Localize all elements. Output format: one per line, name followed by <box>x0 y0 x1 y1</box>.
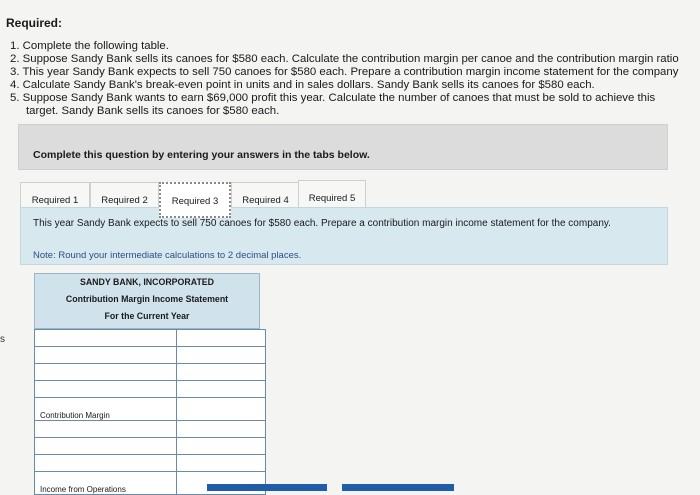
table-row <box>35 421 266 438</box>
row-amount-input[interactable] <box>177 398 266 421</box>
side-mark: s <box>0 334 5 345</box>
row-amount-input[interactable] <box>177 347 266 364</box>
table-row <box>35 438 266 455</box>
requirement-item: 4. Calculate Sandy Bank's break-even point in units and in sales dollars. Sandy Bank sells its canoes for $580 each. <box>10 79 595 91</box>
panel-note: Note: Round your intermediate calculations to 2 decimal places. <box>33 250 302 261</box>
requirement-item: 1. Complete the following table. <box>10 40 169 52</box>
tab-required-3[interactable]: Required 3 <box>159 182 231 218</box>
row-label-input[interactable] <box>35 381 177 398</box>
statement-period: For the Current Year <box>104 311 190 321</box>
tab-required-4[interactable]: Required 4 <box>231 182 300 218</box>
row-amount-input[interactable] <box>177 421 266 438</box>
statement-header <box>34 273 260 329</box>
table-row <box>35 455 266 472</box>
required-heading: Required: <box>6 16 63 30</box>
row-label-input[interactable] <box>35 421 177 438</box>
instruction-text: Complete this question by entering your answers in the tabs below. <box>33 149 370 161</box>
next-button[interactable] <box>342 484 454 491</box>
table-row <box>35 398 266 421</box>
requirement-item: 2. Suppose Sandy Bank sells its canoes for $580 each. Calculate the contribution margin per canoe and the contribution margin ratio <box>10 53 679 65</box>
panel-text: This year Sandy Bank expects to sell 750 canoes for $580 each. Prepare a contribution margin income statement for the company. <box>33 218 611 229</box>
row-label-input[interactable] <box>35 347 177 364</box>
row-amount-input[interactable] <box>177 472 266 495</box>
table-row <box>35 472 266 495</box>
row-amount-input[interactable] <box>177 330 266 347</box>
row-amount-input[interactable] <box>177 381 266 398</box>
row-label-input[interactable] <box>35 455 177 472</box>
table-row <box>35 330 266 347</box>
contribution-margin-label: Contribution Margin <box>35 398 177 421</box>
row-label-input[interactable] <box>35 364 177 381</box>
table-row <box>35 347 266 364</box>
requirements-list <box>10 40 700 118</box>
row-amount-input[interactable] <box>177 455 266 472</box>
income-statement <box>34 273 260 495</box>
row-amount-input[interactable] <box>177 438 266 455</box>
table-row <box>35 364 266 381</box>
row-amount-input[interactable] <box>177 364 266 381</box>
table-row <box>35 381 266 398</box>
company-name: SANDY BANK, INCORPORATED <box>79 277 215 287</box>
tab-required-1[interactable]: Required 1 <box>20 182 90 218</box>
prev-button[interactable] <box>207 484 327 491</box>
instruction-box <box>18 124 668 170</box>
statement-title: Contribution Margin Income Statement <box>65 294 229 304</box>
row-label-input[interactable] <box>35 330 177 347</box>
tab-required-2[interactable]: Required 2 <box>90 182 159 218</box>
requirement-item: 5. Suppose Sandy Bank wants to earn $69,000 profit this year. Calculate the number of canoes that must be sold to achieve this <box>10 92 656 104</box>
requirement-item-continued: target. Sandy Bank sells its canoes for $580 each. <box>26 105 280 117</box>
statement-table <box>34 329 266 495</box>
requirement-item: 3. This year Sandy Bank expects to sell 750 canoes for $580 each. Prepare a contribution margin income statement for the company <box>10 66 679 78</box>
row-label-input[interactable] <box>35 438 177 455</box>
tab-panel <box>20 207 668 265</box>
tab-required-5[interactable]: Required 5 <box>298 180 366 216</box>
income-from-operations-label: Income from Operations <box>35 472 177 495</box>
